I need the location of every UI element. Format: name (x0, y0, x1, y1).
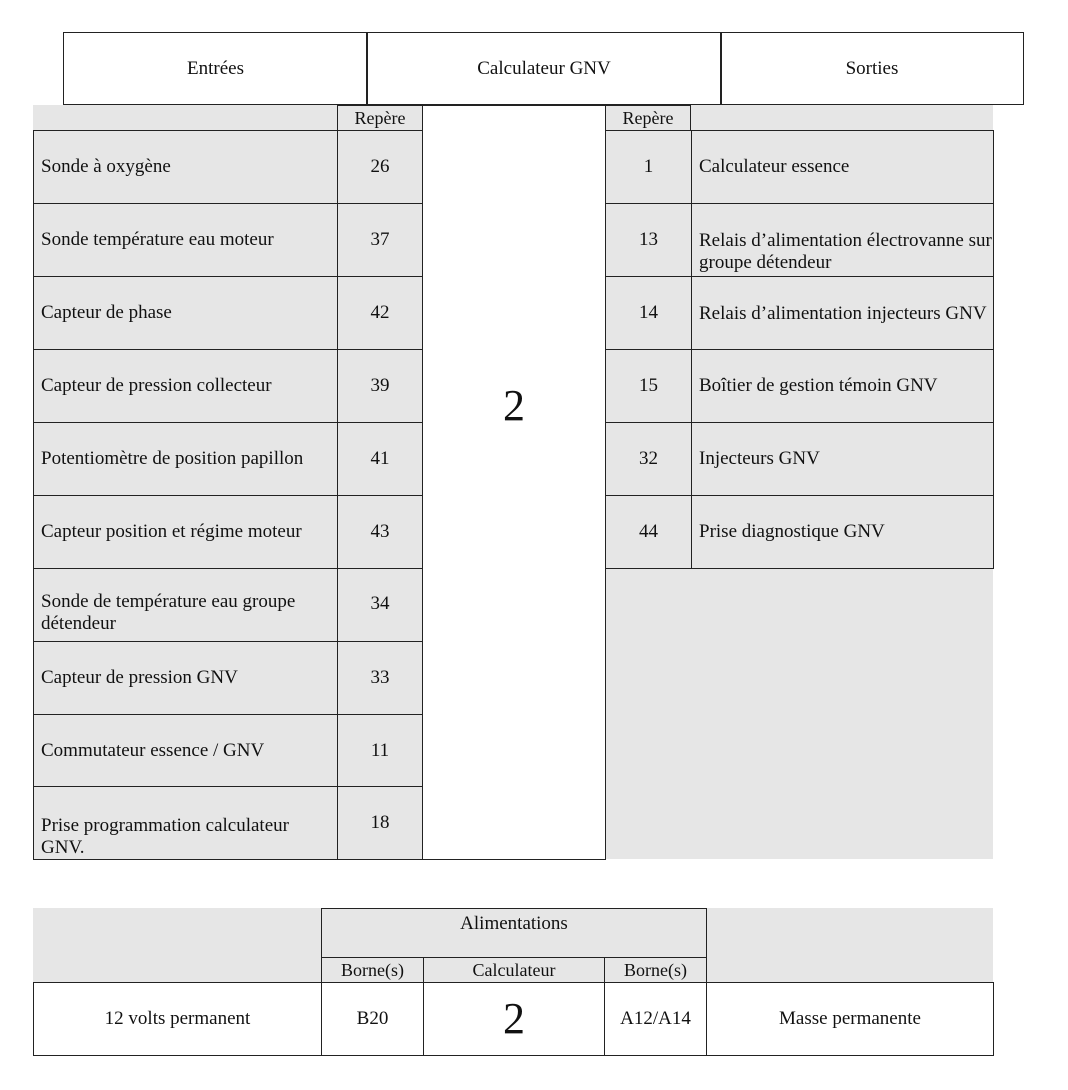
output-row-ref: 13 (605, 203, 692, 277)
output-row-ref: 32 (605, 422, 692, 496)
power-calculateur-header: Calculateur (423, 957, 605, 983)
power-controller-number: 2 (503, 994, 525, 1043)
input-row-ref: 33 (337, 641, 423, 715)
input-row-label: Sonde à oxygène (33, 130, 338, 204)
output-row-label: Boîtier de gestion témoin GNV (691, 349, 994, 423)
controller-block (422, 105, 606, 860)
repere-header-right (605, 105, 691, 131)
input-row-label: Capteur de pression GNV (33, 641, 338, 715)
power-title-cell (321, 908, 707, 958)
input-row-ref: 18 (337, 786, 423, 860)
input-row-label: Capteur position et régime moteur (33, 495, 338, 569)
output-row-ref: 44 (605, 495, 692, 569)
power-left-borne-cell: B20 (321, 982, 424, 1056)
header-controller-label: Calculateur GNV (477, 57, 611, 79)
header-outputs-label: Sorties (845, 57, 899, 79)
power-right-desc-cell: Masse permanente (706, 982, 994, 1056)
input-row-ref: 39 (337, 349, 423, 423)
output-row-ref: 14 (605, 276, 692, 350)
input-row-label: Sonde température eau moteur (33, 203, 338, 277)
power-borne-right-header: Borne(s) (604, 957, 707, 983)
power-controller-cell (423, 982, 605, 1056)
output-row-ref: 1 (605, 130, 692, 204)
header-inputs-label: Entrées (187, 57, 244, 79)
output-row-label: Calculateur essence (691, 130, 994, 204)
input-row-label: Capteur de phase (33, 276, 338, 350)
input-row-label: Capteur de pression collecteur (33, 349, 338, 423)
input-row-ref: 11 (337, 714, 423, 787)
input-row-ref: 42 (337, 276, 423, 350)
input-row-label: Potentiomètre de position papillon (33, 422, 338, 496)
input-row-ref: 37 (337, 203, 423, 277)
controller-number: 2 (503, 381, 525, 430)
header-controller-cell (366, 32, 722, 105)
output-row-label: Prise diagnostique GNV (691, 495, 994, 569)
input-row-ref: 26 (337, 130, 423, 204)
input-row-label: Sonde de température eau groupe détendeur (33, 568, 338, 642)
repere-header-left (337, 105, 423, 131)
output-row-label: Injecteurs GNV (691, 422, 994, 496)
power-left-desc-cell: 12 volts permanent (33, 982, 322, 1056)
repere-label-left: Repère (354, 108, 406, 129)
repere-label-right: Repère (622, 108, 674, 129)
input-row-label: Prise programmation calculateur GNV. (33, 786, 338, 860)
header-outputs-cell (720, 32, 1024, 105)
header-inputs-cell (63, 32, 368, 105)
output-row-ref: 15 (605, 349, 692, 423)
input-row-ref: 41 (337, 422, 423, 496)
input-row-ref: 43 (337, 495, 423, 569)
power-title: Alimentations (460, 913, 568, 934)
input-row-ref: 34 (337, 568, 423, 642)
input-row-label: Commutateur essence / GNV (33, 714, 338, 787)
output-row-label: Relais d’alimentation injecteurs GNV (691, 276, 994, 350)
power-right-borne-cell: A12/A14 (604, 982, 707, 1056)
power-borne-left-header: Borne(s) (321, 957, 424, 983)
output-row-label: Relais d’alimentation électrovanne sur groupe détendeur (691, 203, 994, 277)
